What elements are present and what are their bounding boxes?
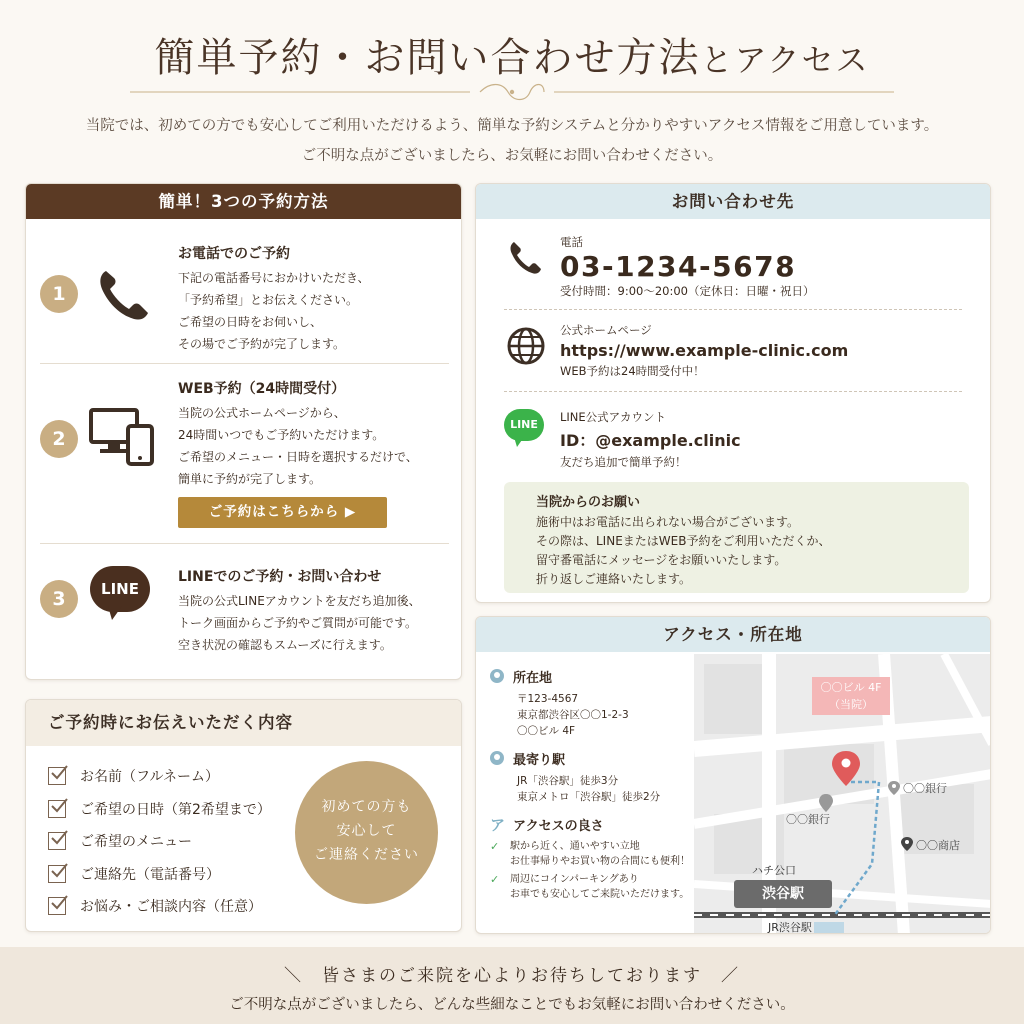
globe-icon (504, 324, 548, 368)
step-1-line: 下記の電話番号におかけいただき、 (178, 271, 370, 285)
reservation-info-heading: ご予約時にお伝えいただく内容 (26, 700, 461, 746)
circle-line: ご連絡ください (314, 847, 419, 863)
intro-text (0, 111, 1024, 171)
step-number-3: 3 (40, 580, 78, 618)
web-label: 公式ホームページ (560, 323, 652, 337)
step-2-line: ご希望のメニュー・日時を選択するだけで、 (178, 450, 418, 464)
checklist-label: ご希望の日時（第2希望まで） (80, 801, 271, 818)
merit-section (490, 815, 700, 902)
step-3-line: 空き状況の確認もスムーズに行えます。 (178, 638, 392, 652)
station-title: 最寄り駅 (513, 752, 566, 768)
line-badge-green: LINE (504, 409, 544, 441)
notice-line: 折り返しご連絡いたします。 (536, 572, 692, 586)
list-item (48, 793, 271, 826)
intro-line-2: ご不明な点がございましたら、お気軽にお問い合わせください。 (301, 148, 723, 164)
contact-divider (504, 391, 962, 392)
checklist-label: お名前（フルネーム） (80, 769, 220, 786)
circle-line: 初めての方も (321, 799, 412, 815)
notice-text (536, 513, 969, 589)
station-line: 東京メトロ「渋谷駅」徒歩2分 (517, 791, 661, 803)
web-row (476, 322, 991, 382)
line-id[interactable]: ID：@example.clinic (560, 431, 741, 450)
checkbox-icon (48, 800, 66, 818)
address-title: 所在地 (513, 670, 553, 686)
page-title-tail: とアクセス (700, 41, 870, 79)
step-2-line: 24時間いつでもご予約いただけます。 (178, 428, 385, 442)
notice-line: その際は、LINEまたはWEB予約をご利用いただくか、 (536, 534, 831, 548)
address-lines (517, 691, 700, 739)
reservation-methods-heading: 簡単！3つの予約方法 (26, 184, 461, 219)
line-row (476, 409, 991, 469)
circle-line: 安心して (336, 823, 397, 839)
clinic-building-label (812, 677, 890, 715)
reservation-info-card (25, 699, 462, 932)
step-title-2: WEB予約（24時間受付） (178, 381, 346, 397)
footer-subtext: ご不明な点がございましたら、どんな些細なことでもお気軽にお問い合わせください。 (229, 997, 795, 1013)
list-item (490, 872, 700, 902)
web-url-link[interactable]: https://www.example-clinic.com (560, 341, 849, 360)
speech-tail-icon (514, 437, 524, 447)
address-line: 東京都渋谷区〇〇1-2-3 (517, 709, 629, 721)
phone-number[interactable]: 03-1234-5678 (560, 250, 797, 283)
title-ornament (130, 82, 894, 102)
step-2-line: 簡単に予約が完了します。 (178, 472, 322, 486)
phone-label: 電話 (560, 235, 583, 249)
merit-title: アクセスの良さ (513, 818, 604, 834)
step-2-line: 当院の公式ホームページから、 (178, 406, 346, 420)
checklist (48, 760, 271, 923)
footer (0, 947, 1024, 1024)
notice-box (504, 482, 969, 593)
building-line: 〇〇ビル 4F (820, 681, 882, 694)
devices-icon (88, 402, 158, 472)
footer-message: ＼ 皆さまのご来院を心よりお待ちしております ／ (284, 966, 740, 986)
list-item (48, 890, 271, 923)
step-3-line: トーク画面からご予約やご質問が可能です。 (178, 616, 418, 630)
list-item (490, 839, 700, 869)
station-section (490, 749, 700, 805)
access-card (475, 616, 991, 934)
access-map[interactable] (694, 654, 991, 934)
station-label: 渋谷駅 (734, 880, 832, 908)
step-1-line: その場でご予約が完了します。 (178, 337, 346, 351)
step-line (26, 544, 462, 680)
reservation-methods-card (25, 183, 462, 680)
station-heading (490, 749, 700, 767)
contact-heading: お問い合わせ先 (476, 184, 990, 219)
check-icon: ✓ (490, 873, 500, 886)
station-lines (517, 773, 700, 805)
phone-row (476, 234, 991, 304)
step-phone (26, 219, 462, 364)
list-item (48, 760, 271, 793)
line-badge-dark: LINE (90, 566, 150, 612)
merit-line: 駅から近く、通いやすい立地 (510, 841, 640, 852)
checkbox-icon (48, 767, 66, 785)
contact-card (475, 183, 991, 603)
line-icon (504, 409, 548, 453)
step-1-line: 「予約希望」とお伝えください。 (178, 293, 359, 307)
list-item (48, 825, 271, 858)
merit-line: お仕事帰りやお買い物の合間にも便利！ (510, 856, 690, 867)
notice-line: 留守番電話にメッセージをお願いいたします。 (536, 553, 787, 567)
poi-shop-label: 〇〇商店 (916, 839, 960, 852)
step-title-3: LINEでのご予約・お問い合わせ (178, 569, 382, 585)
address-section (490, 667, 700, 739)
check-icon: ✓ (490, 840, 500, 853)
phone-hours: 受付時間：9:00〜20:00（定休日：日曜・祝日） (560, 284, 815, 298)
page-title (0, 26, 1024, 83)
intro-line-1: 当院では、初めての方でも安心してご利用いただけるよう、簡単な予約システムと分かりやすいアクセス情報をご用意しています。 (85, 118, 939, 134)
checklist-label: お悩み・ご相談内容（任意） (80, 899, 262, 916)
poi-bank-label: 〇〇銀行 (786, 813, 830, 826)
step-desc-1 (178, 267, 458, 355)
line-note: 友だち追加で簡単予約！ (560, 455, 687, 469)
station-line: JR「渋谷駅」徒歩3分 (517, 775, 619, 787)
access-heading: アクセス・所在地 (476, 617, 990, 652)
contact-divider (504, 309, 962, 310)
step-desc-3 (178, 590, 458, 656)
merit-line: お車でも安心してご来院いただけます。 (510, 889, 690, 900)
web-reservation-button[interactable]: ご予約はこちらから ▶ (178, 497, 387, 528)
address-line: 〇〇ビル 4F (517, 725, 576, 737)
location-pin-icon (490, 669, 504, 683)
building-line: （当院） (829, 698, 873, 711)
train-icon (490, 751, 504, 765)
address-line: 〒123-4567 (517, 693, 579, 705)
phone-icon (504, 236, 548, 280)
step-number-2: 2 (40, 420, 78, 458)
access-mark-icon: ア (490, 815, 506, 834)
poi-bank-label: 〇〇銀行 (903, 782, 947, 795)
step-1-line: ご希望の日時をお伺いし、 (178, 315, 323, 329)
hachiko-exit-label: ハチ公口 (752, 864, 796, 877)
checkbox-icon (48, 897, 66, 915)
notice-title: 当院からのお願い (536, 495, 641, 510)
merit-heading (490, 815, 700, 833)
address-heading (490, 667, 700, 685)
step-number-1: 1 (40, 275, 78, 313)
merit-line: 周辺にコインパーキングあり (510, 874, 639, 885)
checkbox-icon (48, 865, 66, 883)
speech-tail-icon (108, 606, 122, 620)
page-title-main: 簡単予約・お問い合わせ方法 (154, 35, 701, 81)
notice-line: 施術中はお電話に出られない場合がございます。 (536, 515, 800, 529)
checklist-label: ご希望のメニュー (80, 834, 192, 851)
line-label: LINE公式アカウント (560, 410, 667, 424)
line-logo-icon (90, 566, 160, 636)
step-title-1: お電話でのご予約 (178, 246, 290, 262)
web-note: WEB予約は24時間受付中！ (560, 364, 705, 378)
list-item (48, 858, 271, 891)
phone-icon (88, 259, 158, 329)
checkbox-icon (48, 832, 66, 850)
merit-list (490, 839, 700, 902)
step-3-line: 当院の公式LINEアカウントを友だち追加後、 (178, 594, 421, 608)
step-desc-2 (178, 402, 458, 490)
jr-station-label: JR渋谷駅 (768, 921, 812, 934)
access-info (490, 667, 700, 912)
checklist-label: ご連絡先（電話番号） (80, 866, 220, 883)
reassurance-circle (295, 761, 438, 904)
